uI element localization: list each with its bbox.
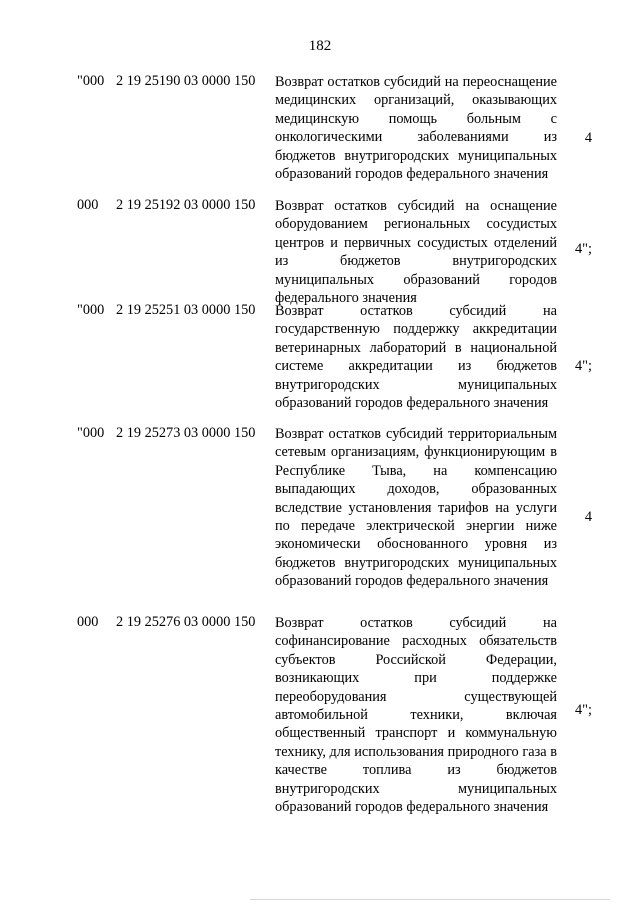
scan-edge-line bbox=[250, 899, 610, 900]
value: 4 bbox=[584, 509, 592, 525]
budget-code: 2 19 25273 03 0000 150 bbox=[116, 425, 256, 441]
code-prefix: "000 bbox=[77, 302, 105, 318]
value: 4"; bbox=[575, 702, 592, 718]
description: Возврат остатков субсидий территориальным сетевым организациям, функционирующим в Республике Тыва, на компенсацию выпадающих доходов, образованных вследствие установления тарифов на услуги по передаче электрической энергии ниже экономически обоснованного уровня из бюджетов внутригородских муниципальных образований городов федерального значения bbox=[275, 426, 557, 590]
description: Возврат остатков субсидий на государственную поддержку аккредитации ветеринарных лабораторий в национальной системе аккредитации из бюджетов внутригородских муниципальных образований городов федерального значения bbox=[275, 303, 557, 412]
description: Возврат остатков субсидий на оснащение оборудованием региональных сосудистых центров и первичных сосудистых отделений из бюджетов внутригородских муниципальных образований городов федерального значения bbox=[275, 198, 557, 307]
value: 4 bbox=[584, 130, 592, 146]
description: Возврат остатков субсидий на софинансирование расходных обязательств субъектов Российской Федерации, возникающих при поддержке переоборудования существующей автомобильной техники, включая общественный транспорт и коммунальную технику, для использования природного газа в качестве топлива из бюджетов внутригородских муниципальных образований городов федерального значения bbox=[275, 615, 557, 816]
code-prefix: 000 bbox=[77, 197, 99, 213]
budget-code: 2 19 25276 03 0000 150 bbox=[116, 614, 256, 630]
budget-code: 2 19 25251 03 0000 150 bbox=[116, 302, 256, 318]
code-prefix: "000 bbox=[77, 73, 105, 89]
code-prefix: 000 bbox=[77, 614, 99, 630]
description: Возврат остатков субсидий на переоснащение медицинских организаций, оказывающих медицинскую помощь больным с онкологическими заболеваниями из бюджетов внутригородских муниципальных образований городов федерального значения bbox=[275, 74, 557, 183]
value: 4"; bbox=[575, 358, 592, 374]
page-number: 182 bbox=[308, 38, 332, 54]
code-prefix: "000 bbox=[77, 425, 105, 441]
value: 4"; bbox=[575, 241, 592, 257]
budget-code: 2 19 25190 03 0000 150 bbox=[116, 73, 256, 89]
budget-code: 2 19 25192 03 0000 150 bbox=[116, 197, 256, 213]
